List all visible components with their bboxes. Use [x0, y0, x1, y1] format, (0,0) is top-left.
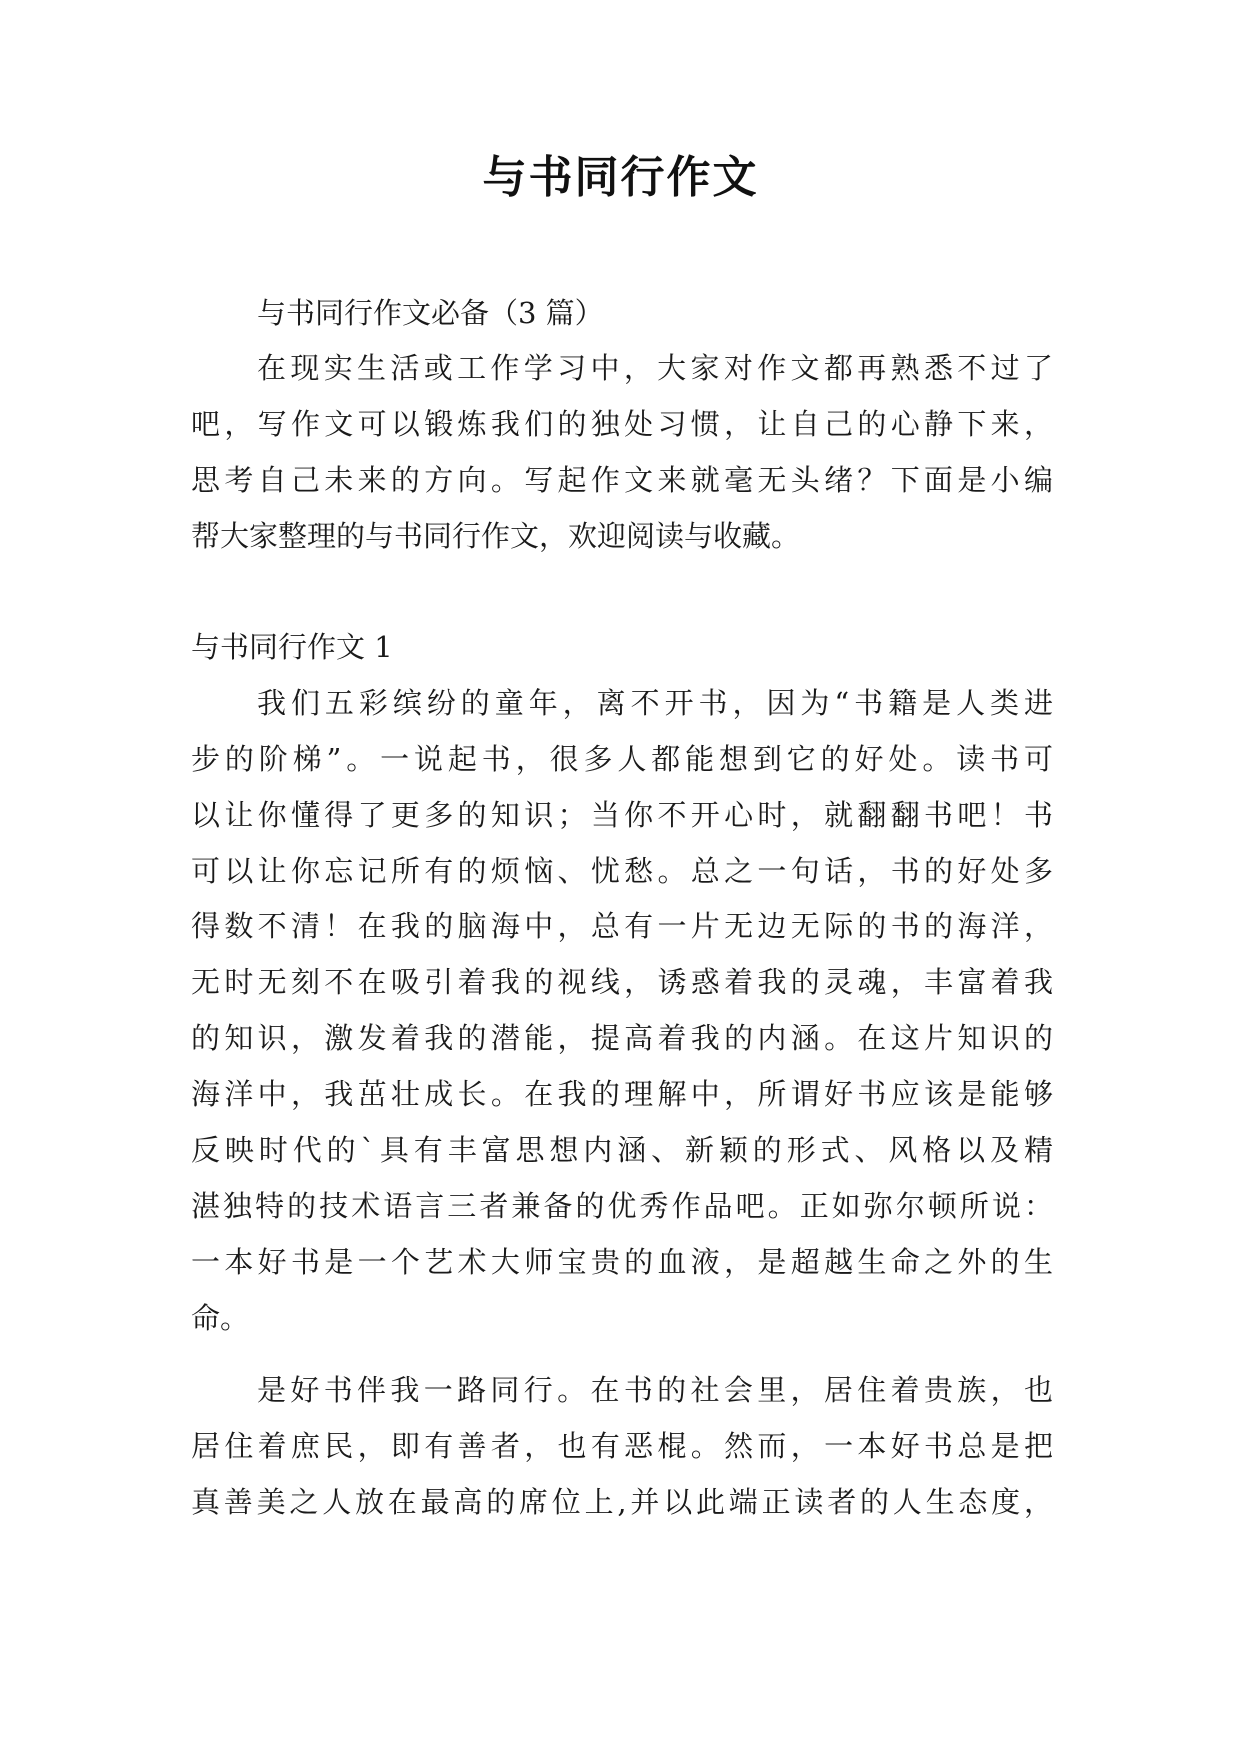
paragraph-line: 真善美之人放在最高的席位上,并以此端正读者的人生态度，: [191, 1485, 1053, 1519]
paragraph-line: 命。: [191, 1301, 250, 1335]
paragraph-line: 湛独特的技术语言三者兼备的优秀作品吧。正如弥尔顿所说：: [191, 1189, 1053, 1223]
paragraph-line: 以让你懂得了更多的知识；当你不开心时，就翻翻书吧！书: [191, 798, 1053, 832]
paragraph-line: 无时无刻不在吸引着我的视线，诱惑着我的灵魂，丰富着我: [191, 965, 1053, 999]
paragraph-line: 我们五彩缤纷的童年，离不开书，因为“书籍是人类进: [257, 686, 1053, 720]
intro-line: 帮大家整理的与书同行作文，欢迎阅读与收藏。: [191, 519, 801, 553]
paragraph-line: 得数不清！在我的脑海中，总有一片无边无际的书的海洋，: [191, 909, 1053, 943]
paragraph-line: 居住着庶民，即有善者，也有恶棍。然而，一本好书总是把: [191, 1429, 1053, 1463]
intro-line: 吧，写作文可以锻炼我们的独处习惯，让自己的心静下来，: [191, 407, 1053, 441]
paragraph-line: 是好书伴我一路同行。在书的社会里，居住着贵族，也: [257, 1373, 1053, 1407]
document-subtitle: 与书同行作文必备（3 篇）: [257, 296, 604, 330]
paragraph-line: 海洋中，我茁壮成长。在我的理解中，所谓好书应该是能够: [191, 1077, 1053, 1111]
paragraph-line: 一本好书是一个艺术大师宝贵的血液，是超越生命之外的生: [191, 1245, 1053, 1279]
paragraph-line: 步的阶梯”。一说起书，很多人都能想到它的好处。读书可: [191, 742, 1053, 776]
document-title: 与书同行作文: [482, 152, 759, 203]
paragraph-line: 反映时代的`具有丰富思想内涵、新颖的形式、风格以及精: [191, 1133, 1053, 1167]
intro-line: 在现实生活或工作学习中，大家对作文都再熟悉不过了: [257, 351, 1053, 385]
paragraph-line: 的知识，激发着我的潜能，提高着我的内涵。在这片知识的: [191, 1021, 1053, 1055]
paragraph-line: 可以让你忘记所有的烦恼、忧愁。总之一句话，书的好处多: [191, 854, 1053, 888]
intro-line: 思考自己未来的方向。写起作文来就毫无头绪？下面是小编: [191, 463, 1053, 497]
section-heading: 与书同行作文 1: [191, 630, 393, 664]
